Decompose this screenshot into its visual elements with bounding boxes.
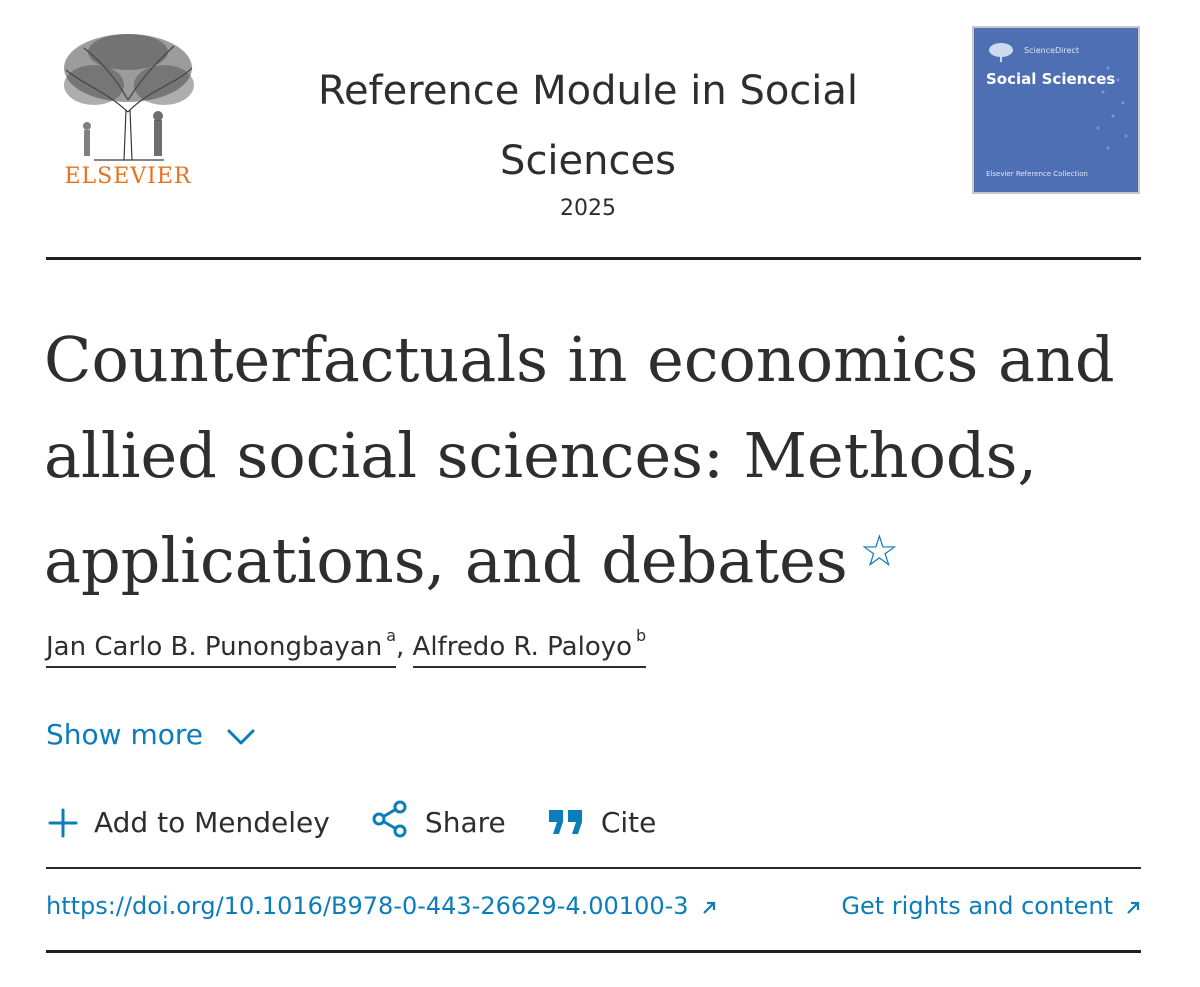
article-toolbar (48, 800, 692, 850)
affiliation-marker: b (636, 626, 647, 645)
cite-button[interactable] (547, 806, 657, 839)
share-icon (371, 800, 409, 838)
journal-title[interactable]: Reference Module in Social Sciences (317, 68, 859, 184)
external-link-icon (1125, 900, 1141, 916)
quote-icon (547, 806, 585, 838)
rights-text: Get rights and content (841, 892, 1113, 920)
elsevier-wordmark: ELSEVIER (64, 164, 192, 189)
author-separator: , (396, 632, 413, 662)
affiliation-marker: a (386, 626, 396, 645)
author-link[interactable] (413, 626, 647, 668)
cite-label: Cite (600, 806, 657, 839)
plus-icon (48, 808, 78, 838)
get-rights-link[interactable] (841, 892, 1141, 920)
footer-divider (46, 950, 1141, 953)
toolbar-divider (46, 867, 1141, 869)
cover-pattern-icon (1078, 58, 1138, 158)
elsevier-mini-logo-icon (986, 42, 1016, 66)
external-link-icon (701, 900, 717, 916)
cover-title: Social Sciences (986, 70, 1116, 88)
cover-brand-text: ScienceDirect (1024, 46, 1079, 55)
publication-header (46, 22, 1141, 258)
header-divider (46, 257, 1141, 260)
author-link[interactable] (46, 626, 396, 668)
share-button[interactable] (371, 800, 506, 839)
article-title-text: Counterfactuals in economics and allied social sciences: Methods, applications, and debates (44, 323, 1115, 597)
chevron-down-icon (226, 728, 256, 746)
author-name: Alfredo R. Paloyo (412, 632, 633, 662)
show-more-button[interactable] (46, 718, 256, 751)
tree-logo-icon (54, 30, 202, 162)
doi-link[interactable] (46, 892, 717, 920)
cover-collection-text: Elsevier Reference Collection (986, 170, 1088, 178)
elsevier-logo[interactable] (50, 30, 206, 198)
title-footnote-link[interactable]: ☆ (859, 526, 900, 577)
show-more-label: Show more (46, 718, 203, 751)
mendeley-label: Add to Mendeley (94, 806, 330, 839)
share-label: Share (424, 806, 506, 839)
doi-text: https://doi.org/10.1016/B978-0-443-26629-4.00100-3 (46, 892, 689, 920)
author-name: Jan Carlo B. Punongbayan (46, 632, 383, 662)
book-cover-image[interactable] (972, 26, 1140, 194)
author-list (46, 626, 646, 668)
article-title (44, 312, 1154, 609)
publication-year: 2025 (560, 196, 616, 221)
add-to-mendeley-button[interactable] (48, 806, 330, 839)
